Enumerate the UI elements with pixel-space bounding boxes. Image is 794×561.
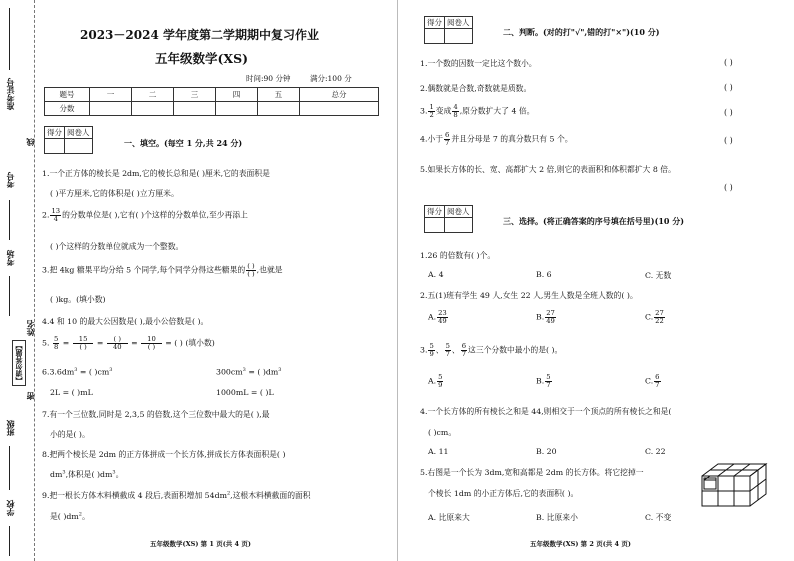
grader-score-cell[interactable] bbox=[425, 218, 445, 233]
s3-q4-option-a[interactable]: A. 11 bbox=[428, 447, 449, 456]
score-cell[interactable] bbox=[90, 102, 132, 116]
grader-score-cell[interactable] bbox=[425, 29, 445, 44]
s2-q4-answer[interactable]: ( ) bbox=[724, 136, 733, 145]
room-label: 考场 bbox=[5, 250, 15, 266]
s2-q4 bbox=[420, 132, 573, 147]
equals: = bbox=[131, 338, 138, 348]
opt-letter: C. bbox=[645, 376, 654, 386]
score-header-cell: 题号 bbox=[45, 88, 90, 102]
s1-q3-line1 bbox=[42, 263, 283, 278]
s1-q2-line1 bbox=[42, 208, 248, 223]
score-header-cell: 一 bbox=[90, 88, 132, 102]
score-header-cell: 总分 bbox=[299, 88, 378, 102]
grader-reviewer-label: 阅卷人 bbox=[65, 127, 93, 139]
s1-q9-d: 。 bbox=[81, 512, 90, 521]
grader-box-1 bbox=[44, 126, 93, 154]
s1-q8-a: dm bbox=[50, 470, 63, 479]
exam-id-line bbox=[9, 8, 10, 70]
s1-q6-line2a: 2L = ( )mL bbox=[50, 388, 93, 397]
score-header-cell: 二 bbox=[131, 88, 173, 102]
grader-box-3 bbox=[424, 205, 473, 233]
fraction: $\frac{5}{9}$ bbox=[429, 342, 434, 358]
seal-mark: 密 bbox=[25, 392, 35, 400]
page-divider bbox=[397, 0, 398, 561]
s1-q9-line2 bbox=[50, 511, 90, 522]
s1-q9-b: ,这根木料横截面的面积 bbox=[230, 491, 311, 500]
s2-q5-answer[interactable]: ( ) bbox=[724, 183, 733, 192]
s2-q3 bbox=[420, 104, 534, 119]
s3-q1-option-b[interactable]: B. 6 bbox=[536, 270, 552, 279]
s1-q3-end: ,也就是 bbox=[256, 265, 283, 275]
fraction: $\frac{5}{7}$ bbox=[546, 373, 551, 389]
s1-q9-c: 是( )dm bbox=[50, 512, 79, 521]
section1-heading: 一、填空。(每空 1 分,共 24 分) bbox=[124, 138, 243, 148]
exam-no-label: 考号 bbox=[5, 172, 15, 188]
score-row-label: 分数 bbox=[45, 102, 90, 116]
s1-q8-line2 bbox=[50, 469, 123, 480]
room-line bbox=[9, 276, 10, 316]
s1-q2-num: 2. bbox=[42, 210, 50, 220]
s1-q1-line1: 1.一个正方体的棱长是 2dm,它的棱长总和是( )厘米,它的表面积是 bbox=[42, 169, 270, 178]
s3-q5-option-a[interactable]: A. 比原来大 bbox=[428, 513, 470, 522]
s1-q6-a: 6.3.6dm bbox=[42, 367, 75, 377]
fraction: $\frac{5}{9}$ bbox=[438, 373, 443, 389]
s2-q4-pre: 4.小于 bbox=[420, 134, 444, 144]
s1-q9-line1 bbox=[42, 490, 311, 501]
s1-q6-line1b bbox=[216, 367, 281, 377]
sup-2: 2 bbox=[78, 511, 82, 518]
s1-q5-end: = ( ) (填小数) bbox=[165, 338, 215, 348]
grader-score-label: 得分 bbox=[425, 17, 445, 29]
grader-box-2 bbox=[424, 16, 473, 44]
school-line bbox=[9, 526, 10, 556]
sup: 3 bbox=[278, 367, 282, 373]
score-header-cell: 五 bbox=[257, 88, 299, 102]
s3-q2-option-a[interactable] bbox=[428, 310, 449, 325]
sup-2: 2 bbox=[226, 490, 231, 497]
s2-q3-answer[interactable]: ( ) bbox=[724, 108, 733, 117]
sep: 、 bbox=[451, 345, 460, 355]
fraction: $\frac{6}{7}$ bbox=[655, 373, 660, 389]
s1-q8-line1: 8.把两个棱长是 2dm 的正方体拼成一个长方体,拼成长方体表面积是( ) bbox=[42, 450, 286, 459]
s1-q7-line1: 7.有一个三位数,同时是 2,3,5 的倍数,这个三位数中最大的是( ),最 bbox=[42, 410, 270, 419]
score-header-cell: 四 bbox=[215, 88, 257, 102]
sup: 3 bbox=[62, 469, 66, 476]
fraction: $\frac{27}{22}$ bbox=[655, 309, 664, 325]
opt-letter: A. bbox=[428, 312, 437, 322]
s1-q8-c: 。 bbox=[115, 470, 124, 479]
score-table bbox=[44, 87, 379, 116]
s2-q3-num: 3. bbox=[420, 106, 428, 116]
s1-q3-text: 3.把 4kg 糖果平均分给 5 个同学,每个同学分得这些糖果的 bbox=[42, 265, 246, 275]
fraction: $\frac{1}{2}$ bbox=[429, 103, 434, 119]
school-label: 学校 bbox=[5, 500, 15, 516]
s1-q2-text: 的分数单位是( ),它有( )个这样的分数单位,至少再添上 bbox=[62, 210, 248, 220]
s1-q6-b: = ( )cm bbox=[77, 367, 110, 377]
s2-q1: 1.一个数的因数一定比这个数小。 bbox=[420, 59, 537, 68]
s3-q4-line1: 4.一个长方体的所有棱长之和是 44,则相交于一个顶点的所有棱长之和是( bbox=[420, 407, 672, 416]
s3-q3-option-a[interactable] bbox=[428, 374, 444, 389]
grader-score-label: 得分 bbox=[45, 127, 65, 139]
sup: 3 bbox=[74, 367, 78, 373]
opt-letter: C. bbox=[645, 312, 654, 322]
fraction[interactable]: $\frac{15}{( )}$ bbox=[73, 336, 94, 351]
grader-reviewer-cell[interactable] bbox=[65, 139, 93, 154]
s1-q2-line2: ( )个这样的分数单位就成为一个整数。 bbox=[50, 242, 184, 251]
s2-q3-end: ,原分数扩大了 4 倍。 bbox=[459, 106, 535, 116]
s3-q4-option-c[interactable]: C. 22 bbox=[645, 447, 666, 456]
blank-fraction[interactable]: $\frac{( )}{( )}$ bbox=[247, 262, 255, 278]
footer-right: 五年级数学(XS) 第 2 页(共 4 页) bbox=[530, 540, 631, 548]
s3-q5-option-c[interactable]: C. 不变 bbox=[645, 513, 672, 522]
fraction: $\frac{5}{8}$ bbox=[53, 335, 59, 351]
opt-letter: B. bbox=[536, 376, 545, 386]
section2-heading: 二、判断。(对的打"√",错的打"×")(10 分) bbox=[503, 27, 660, 37]
s2-q4-end: 并且分母是 7 的真分数只有 5 个。 bbox=[451, 134, 573, 144]
equals: = bbox=[96, 338, 104, 348]
s1-q1-line2: ( )平方厘米,它的体积是( )立方厘米。 bbox=[50, 189, 179, 198]
s3-q3-num: 3. bbox=[420, 345, 428, 355]
s3-q3-end: 这三个分数中最小的是( )。 bbox=[468, 345, 563, 355]
fraction: $\frac{4}{8}$ bbox=[453, 103, 458, 119]
fraction: $\frac{6}{7}$ bbox=[461, 342, 467, 358]
s1-q5-num: 5. bbox=[42, 338, 50, 348]
score-cell[interactable] bbox=[257, 102, 299, 116]
s3-q3 bbox=[420, 343, 562, 358]
s3-q5-line2: 个棱长 1dm 的小正方体后,它的表面积( )。 bbox=[428, 489, 579, 498]
grader-reviewer-cell[interactable] bbox=[445, 218, 473, 233]
grader-reviewer-label: 阅卷人 bbox=[445, 206, 473, 218]
score-cell[interactable] bbox=[215, 102, 257, 116]
s3-q1-option-a[interactable]: A. 4 bbox=[428, 270, 444, 279]
score-cell[interactable] bbox=[173, 102, 215, 116]
s2-q2: 2.偶数就是合数,奇数就是质数。 bbox=[420, 84, 532, 93]
s2-q2-answer[interactable]: ( ) bbox=[724, 83, 733, 92]
score-cell[interactable] bbox=[299, 102, 378, 116]
cuboid-figure bbox=[700, 462, 772, 508]
fraction: $\frac{27}{49}$ bbox=[546, 309, 555, 325]
grader-score-label: 得分 bbox=[425, 206, 445, 218]
s2-q5: 5.如果长方体的长、宽、高都扩大 2 倍,则它的表面积和体积都扩大 8 倍。 bbox=[420, 165, 676, 174]
s2-q3-mid: 变成 bbox=[435, 106, 452, 116]
s3-q5-option-b[interactable]: B. 比原来小 bbox=[536, 513, 578, 522]
grader-reviewer-label: 阅卷人 bbox=[445, 17, 473, 29]
opt-letter: A. bbox=[428, 376, 437, 386]
grader-score-cell[interactable] bbox=[45, 139, 65, 154]
fraction: $\frac{13}{4}$ bbox=[51, 207, 61, 223]
s3-q5-line1: 5.右图是一个长为 3dm,宽和高都是 2dm 的长方体。将它挖掉一 bbox=[420, 468, 644, 477]
s1-q6-line2b: 1000mL = ( )L bbox=[216, 388, 274, 397]
fraction[interactable]: $\frac{( )}{40}$ bbox=[107, 336, 128, 351]
s3-q2: 2.五(1)班有学生 49 人,女生 22 人,男生人数是全班人数的( )。 bbox=[420, 291, 638, 300]
sup: 3 bbox=[242, 367, 246, 373]
s3-q4-line2: ( )cm。 bbox=[428, 428, 457, 437]
sep: 、 bbox=[435, 345, 444, 355]
exam-id-label: 准考证号 bbox=[5, 78, 15, 110]
grader-reviewer-cell[interactable] bbox=[445, 29, 473, 44]
class-line bbox=[9, 446, 10, 490]
s3-q1-option-c[interactable]: C. 无数 bbox=[645, 271, 672, 280]
s3-q3-option-b[interactable] bbox=[536, 374, 553, 389]
class-label: 班级 bbox=[5, 420, 15, 436]
s3-q2-option-b[interactable] bbox=[536, 310, 557, 325]
section3-heading: 三、选择。(将正确答案的序号填在括号里)(10 分) bbox=[503, 216, 685, 226]
name-label: 姓名 bbox=[25, 320, 35, 336]
fold-line bbox=[34, 0, 36, 561]
line-mark: 线 bbox=[25, 138, 35, 146]
exam-full-score: 满分:100 分 bbox=[310, 74, 352, 83]
s2-q1-answer[interactable]: ( ) bbox=[724, 58, 733, 67]
exam-time: 时间:90 分钟 bbox=[246, 74, 291, 83]
s3-q3-option-c[interactable] bbox=[645, 374, 662, 389]
s1-q9-a: 9.把一根长方体木料横截成 4 段后,表面积增加 54dm bbox=[42, 491, 227, 500]
s3-q1: 1.26 的倍数有( )个。 bbox=[420, 251, 496, 260]
seal-note: 【请勿答题】 bbox=[12, 340, 26, 386]
s1-q6-d: = ( )dm bbox=[245, 367, 279, 377]
s1-q6-c: 300cm bbox=[216, 367, 243, 377]
s3-q4-option-b[interactable]: B. 20 bbox=[536, 447, 557, 456]
s1-q3-line2: ( )kg。(填小数) bbox=[50, 295, 106, 304]
binding-margin bbox=[0, 0, 36, 561]
footer-left: 五年级数学(XS) 第 1 页(共 4 页) bbox=[150, 540, 251, 548]
exam-subtitle: 五年级数学(XS) bbox=[155, 51, 249, 66]
s1-q8-b: ,体积是( )dm bbox=[65, 470, 113, 479]
s1-q4: 4.4 和 10 的最大公因数是( ),最小公倍数是( )。 bbox=[42, 317, 209, 326]
fraction: $\frac{5}{7}$ bbox=[445, 342, 450, 358]
sup: 3 bbox=[109, 367, 113, 373]
fraction[interactable]: $\frac{10}{( )}$ bbox=[141, 336, 162, 351]
score-cell[interactable] bbox=[131, 102, 173, 116]
equals: = bbox=[62, 338, 70, 348]
exam-title: 2023－2024 学年度第二学期期中复习作业 bbox=[80, 28, 319, 42]
fraction: $\frac{6}{7}$ bbox=[445, 131, 450, 147]
s1-q7-line2: 小的是( )。 bbox=[50, 430, 90, 439]
s3-q2-option-c[interactable] bbox=[645, 310, 666, 325]
score-header-cell: 三 bbox=[173, 88, 215, 102]
fraction: $\frac{23}{49}$ bbox=[438, 309, 447, 325]
exam-no-line bbox=[9, 200, 10, 240]
sup: 3 bbox=[112, 469, 116, 476]
s1-q5 bbox=[42, 336, 215, 351]
opt-letter: B. bbox=[536, 312, 545, 322]
s1-q6-line1 bbox=[42, 367, 112, 377]
